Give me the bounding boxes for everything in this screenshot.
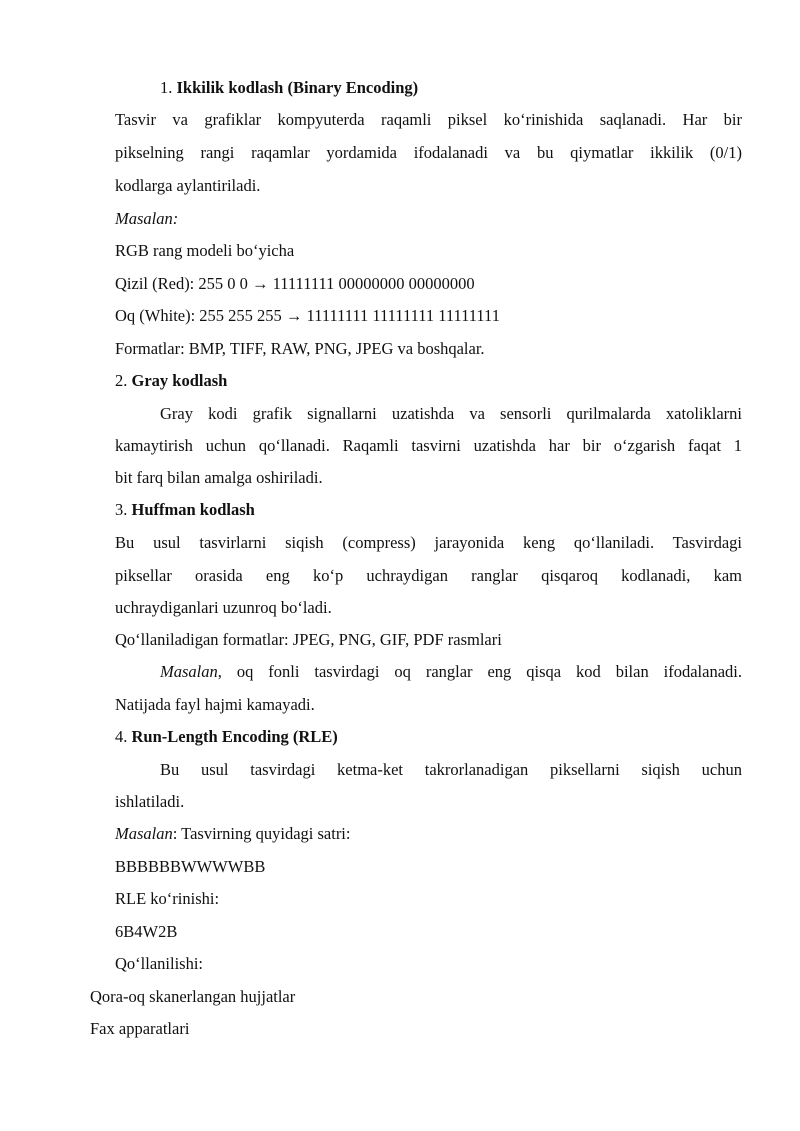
example-label: Masalan bbox=[115, 824, 173, 843]
rgb-title: RGB rang modeli bo‘yicha bbox=[115, 241, 295, 260]
section-title: Ikkilik kodlash (Binary Encoding) bbox=[176, 78, 419, 97]
red-encoding-line: Qizil (Red): 255 0 0 → 11111111 00000000 00000000 bbox=[115, 274, 475, 293]
usage-item: Qora-oq skanerlangan hujjatlar bbox=[90, 987, 296, 1006]
rle-label: RLE ko‘rinishi: bbox=[115, 889, 220, 908]
section-title: Huffman kodlash bbox=[131, 500, 255, 519]
paragraph-line: Bu usul tasvirlarni siqish (compress) jarayonida keng qo‘llaniladi. Tasvirdagi bbox=[115, 533, 742, 552]
paragraph-line: piksellar orasida eng ko‘p uchraydigan ranglar qisqaroq kodlanadi, kam bbox=[115, 566, 742, 585]
example-line bbox=[115, 824, 350, 844]
usage-item: Fax apparatlari bbox=[90, 1019, 190, 1038]
white-encoding-line: Oq (White): 255 255 255 → 11111111 11111111 11111111 bbox=[115, 306, 500, 325]
section-number: 3. bbox=[115, 500, 128, 519]
paragraph-line: kodlarga aylantiriladi. bbox=[115, 176, 261, 195]
paragraph-line: bit farq bilan amalga oshiriladi. bbox=[115, 468, 323, 487]
section-3-heading bbox=[115, 500, 255, 520]
section-title: Run-Length Encoding (RLE) bbox=[131, 727, 338, 746]
section-title: Gray kodlash bbox=[131, 371, 228, 390]
section-number: 2. bbox=[115, 371, 128, 390]
pixel-sequence: BBBBBBWWWWBB bbox=[115, 857, 266, 876]
paragraph-line: pikselning rangi raqamlar yordamida ifodalanadi va bu qiymatlar ikkilik (0/1) bbox=[115, 143, 742, 162]
paragraph-line: Bu usul tasvirdagi ketma-ket takrorlanadigan piksellarni siqish uchun bbox=[160, 760, 742, 779]
paragraph-line: kamaytirish uchun qo‘llanadi. Raqamli tasvirni uzatishda har bir o‘zgarish faqat 1 bbox=[115, 436, 742, 455]
paragraph-line: ishlatiladi. bbox=[115, 792, 185, 811]
paragraph-line: Gray kodi grafik signallarni uzatishda va sensorli qurilmalarda xatoliklarni bbox=[160, 404, 742, 423]
paragraph-line: uchraydiganlari uzunroq bo‘ladi. bbox=[115, 598, 332, 617]
rle-value: 6B4W2B bbox=[115, 922, 178, 941]
section-number: 4. bbox=[115, 727, 128, 746]
formats-line: Formatlar: BMP, TIFF, RAW, PNG, JPEG va boshqalar. bbox=[115, 339, 485, 358]
example-label: Masalan bbox=[160, 662, 218, 681]
example-line bbox=[160, 662, 742, 682]
section-4-heading bbox=[115, 727, 338, 747]
paragraph-line: Tasvir va grafiklar kompyuterda raqamli piksel ko‘rinishida saqlanadi. Har bir bbox=[115, 110, 742, 129]
paragraph-line: Natijada fayl hajmi kamayadi. bbox=[115, 695, 315, 714]
usage-label: Qo‘llanilishi: bbox=[115, 954, 203, 973]
section-2-heading bbox=[115, 371, 227, 391]
example-label: Masalan: bbox=[115, 209, 179, 228]
formats-line: Qo‘llaniladigan formatlar: JPEG, PNG, GIF, PDF rasmlari bbox=[115, 630, 502, 649]
example-text: : Tasvirning quyidagi satri: bbox=[172, 824, 351, 843]
example-text: , oq fonli tasvirdagi oq ranglar eng qisqa kod bilan ifodalanadi. bbox=[217, 662, 742, 681]
section-number: 1. bbox=[160, 78, 173, 97]
section-1-heading bbox=[160, 78, 418, 98]
